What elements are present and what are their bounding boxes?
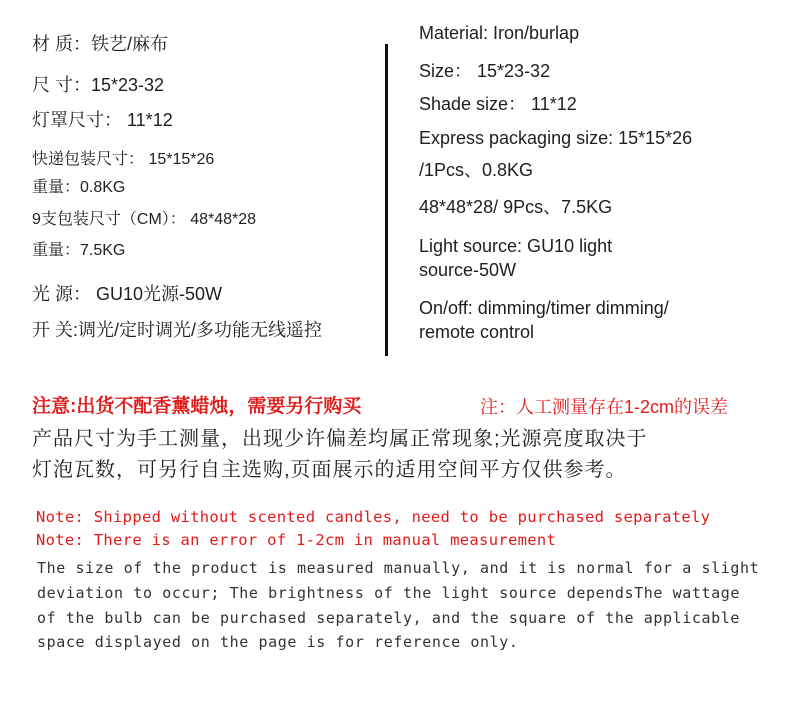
spec-switch-cn: 开 关:调光/定时调光/多功能无线遥控 [32, 320, 323, 340]
spec-light-source-cn: 光 源： GU10光源-50W [32, 284, 223, 304]
note-body-en-3: of the bulb can be purchased separately, and the square of the applicable [37, 609, 741, 627]
note-error-cn: 注：人工测量存在1-2cm的误差 [480, 397, 729, 417]
spec-express-size-en: Express packaging size: 15*15*26 [419, 128, 693, 148]
spec-weight2-cn: 重量：7.5KG [32, 242, 126, 259]
note-body-en-1: The size of the product is measured manually, and it is normal for a slight [37, 559, 760, 577]
spec-express-weight-en: /1Pcs、0.8KG [419, 160, 534, 180]
spec-material-en: Material: Iron/burlap [419, 23, 580, 43]
spec-material-cn: 材 质：铁艺/麻布 [32, 34, 169, 54]
spec-onoff-en-1: On/off: dimming/timer dimming/ [419, 298, 669, 318]
spec-shade-size-cn: 灯罩尺寸： 11*12 [32, 110, 173, 130]
note-no-candle-cn: 注意:出货不配香薰蜡烛，需要另行购买 [32, 396, 362, 417]
spec-onoff-en-2: remote control [419, 322, 535, 342]
spec-weight1-cn: 重量：0.8KG [32, 179, 126, 196]
note-body-cn-1: 产品尺寸为手工测量，出现少许偏差均属正常现象;光源亮度取决于 [32, 428, 648, 450]
note-body-cn-2: 灯泡瓦数，可另行自主选购,页面展示的适用空间平方仅供参考。 [32, 459, 627, 481]
note-body-en-4: space displayed on the page is for reference only. [37, 633, 519, 651]
spec-pack9-size-cn: 9支包装尺寸（CM）： 48*48*28 [32, 211, 257, 228]
note-error-en: Note: There is an error of 1-2cm in manual measurement [36, 531, 557, 549]
spec-size-en: Size： 15*23-32 [419, 61, 551, 81]
note-body-en-2: deviation to occur; The brightness of the light source dependsThe wattage [37, 584, 741, 602]
note-no-candle-en: Note: Shipped without scented candles, need to be purchased separately [36, 508, 711, 526]
spec-pack9-en: 48*48*28/ 9Pcs、7.5KG [419, 197, 613, 217]
column-divider [385, 44, 388, 356]
spec-express-size-cn: 快递包装尺寸： 15*15*26 [32, 151, 215, 168]
spec-shade-size-en: Shade size： 11*12 [419, 94, 577, 114]
spec-light-source-en-2: source-50W [419, 260, 517, 280]
spec-size-cn: 尺 寸：15*23-32 [32, 75, 165, 95]
spec-light-source-en-1: Light source: GU10 light [419, 236, 613, 256]
